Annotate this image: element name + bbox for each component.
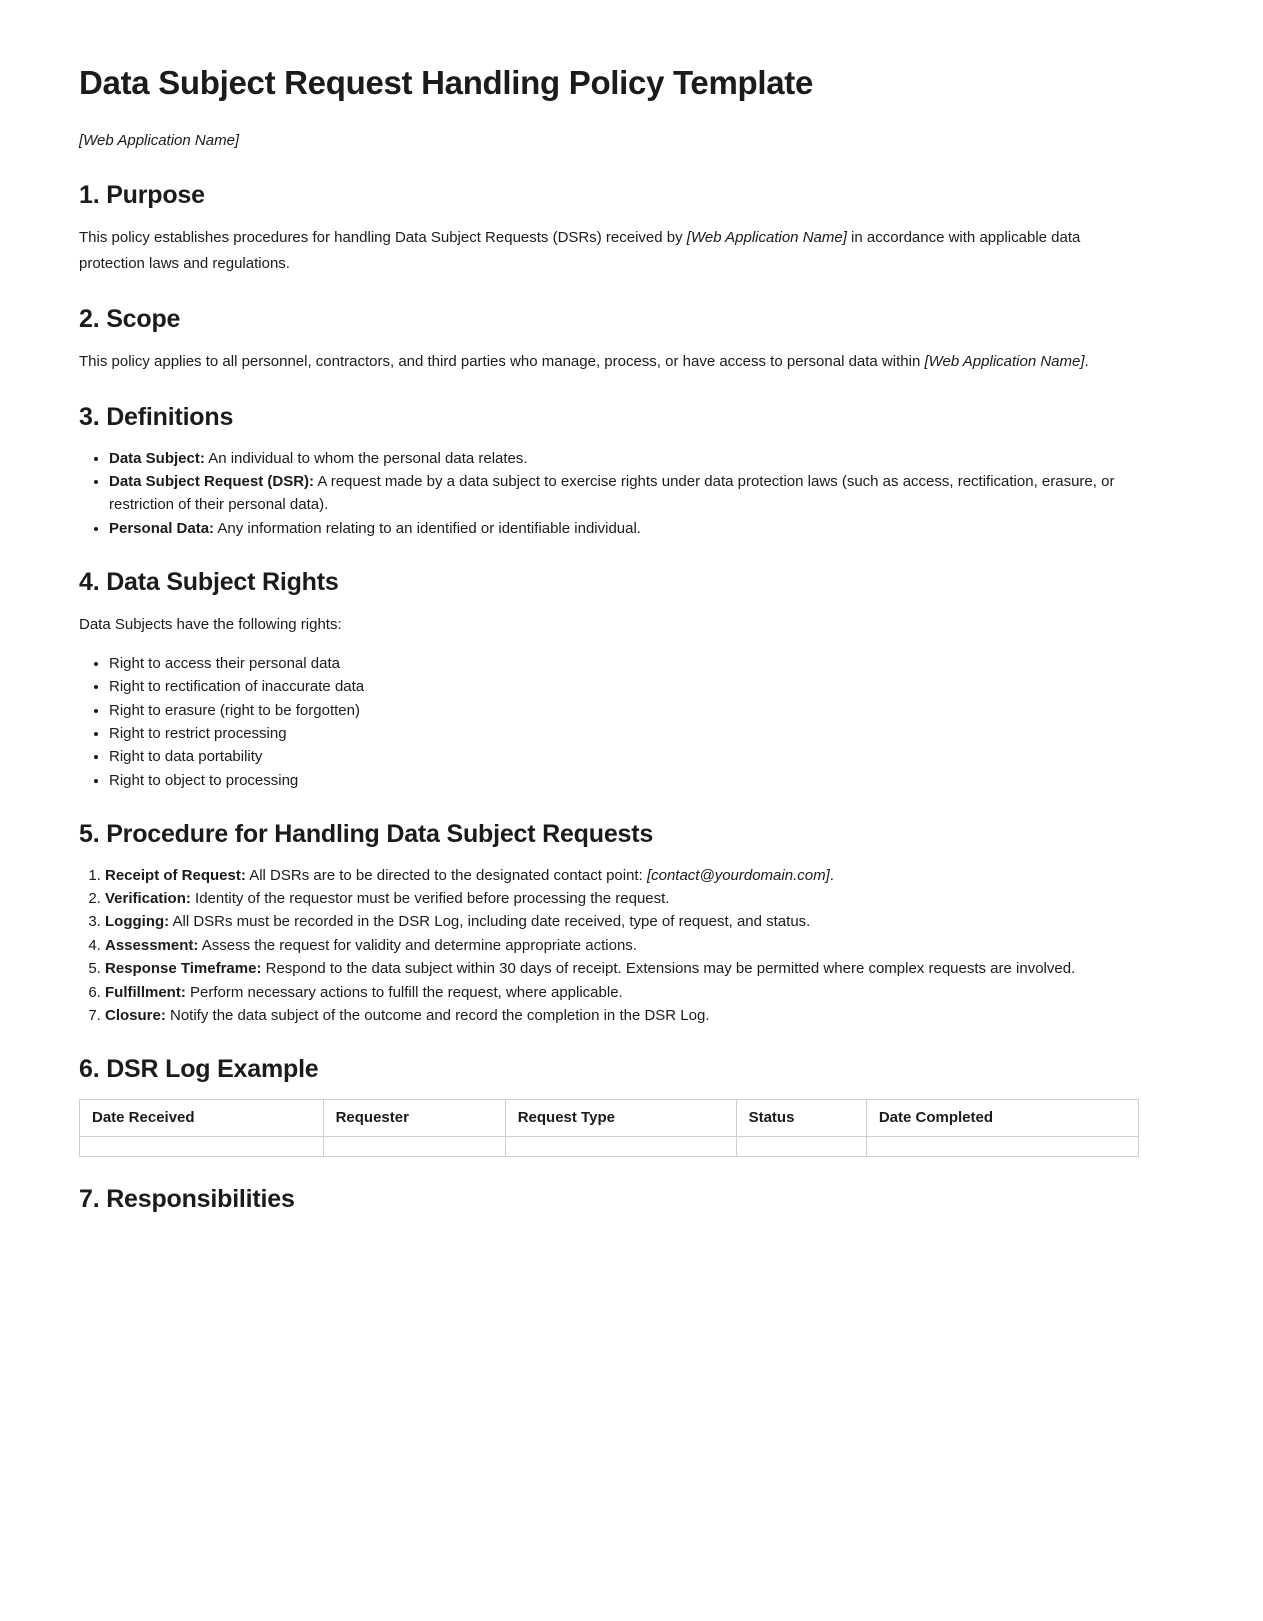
scope-paragraph (79, 349, 1139, 375)
text-run: An individual to whom the personal data relates. (204, 449, 528, 467)
table-row (80, 1137, 1139, 1157)
text-run: Data Subjects have the following rights: (79, 615, 342, 633)
page-title: Data Subject Request Handling Policy Template (79, 64, 814, 101)
table-header-cell: Request Type (505, 1099, 736, 1137)
bold-text-run: Fulfillment: (105, 983, 186, 1001)
text-run: Notify the data subject of the outcome and record the completion in the DSR Log. (165, 1007, 710, 1024)
text-run: All DSRs are to be directed to the designated contact point: (245, 866, 647, 884)
right-list-item: • Right to access their personal data (109, 652, 1139, 675)
table-body (80, 1137, 1139, 1157)
right-list-item: • Right to object to processing (109, 769, 1139, 792)
procedure-step-item (105, 887, 1139, 910)
text-run: Assess the request for validity and determine appropriate actions. (198, 936, 637, 954)
procedure-list (79, 864, 1139, 1028)
table-cell (505, 1137, 736, 1157)
procedure-step-item (105, 864, 1139, 887)
dsr-log-table (79, 1099, 1139, 1158)
bold-text-run: Data Subject Request (DSR): (109, 472, 315, 490)
procedure-step-item (105, 934, 1139, 957)
table-cell (736, 1137, 866, 1157)
text-run: This policy establishes procedures for handling Data Subject Requests (DSRs) received by (79, 228, 687, 246)
text-run: Respond to the data subject within 30 days of receipt. Extensions may be permitted where complex requests are involved. (261, 960, 1076, 978)
bold-text-run: Personal Data: (109, 519, 215, 537)
right-list-item: • Right to restrict processing (109, 722, 1139, 745)
section-procedure (79, 818, 1139, 1027)
right-list-item: • Right to erasure (right to be forgotten) (109, 699, 1139, 722)
table-header-cell: Requester (323, 1099, 505, 1137)
right-list-item: • Right to rectification of inaccurate data (109, 675, 1139, 698)
procedure-step-item (105, 981, 1139, 1004)
text-run: Any information relating to an identified or identifiable individual. (214, 519, 641, 537)
definition-list-item (109, 447, 1139, 470)
section-heading-data-subject-rights: 4. Data Subject Rights (79, 568, 339, 597)
italic-text-run: [Web Application Name] (686, 228, 847, 246)
definition-list-item (109, 517, 1139, 540)
procedure-step-item (105, 957, 1139, 980)
section-heading-purpose: 1. Purpose (79, 181, 205, 210)
text-run: Perform necessary actions to fulfill the request, where applicable. (185, 983, 623, 1001)
right-list-item: • Right to data portability (109, 745, 1139, 768)
section-responsibilities (79, 1183, 1139, 1216)
section-data-subject-rights (79, 566, 1139, 792)
table-header-row (80, 1099, 1139, 1137)
procedure-step-item (105, 1004, 1139, 1027)
rights-list (79, 652, 1139, 792)
bold-text-run: Assessment: (105, 936, 199, 954)
table-header-cell: Status (736, 1099, 866, 1137)
table-cell (323, 1137, 505, 1157)
section-heading-definitions: 3. Definitions (79, 403, 234, 431)
table-header-cell: Date Completed (866, 1099, 1138, 1137)
text-run: . (1084, 352, 1089, 370)
bold-text-run: Data Subject: (109, 449, 205, 467)
text-run: in accordance with applicable data protection laws and regulations. (79, 228, 1081, 272)
bold-text-run: Response Timeframe: (105, 960, 262, 978)
text-run: A request made by a data subject to exercise rights under data protection laws (such as access, rectification, erasure, or restriction of their personal data). (109, 472, 1115, 514)
italic-text-run: [contact@yourdomain.com] (646, 866, 830, 884)
section-scope (79, 303, 1139, 375)
procedure-step-item (105, 910, 1139, 933)
text-run: All DSRs must be recorded in the DSR Log, including date received, type of request, and status. (169, 913, 811, 931)
section-definitions (79, 401, 1139, 540)
bold-text-run: Logging: (105, 913, 170, 931)
section-heading-scope: 2. Scope (79, 305, 181, 334)
definition-list-item (109, 470, 1139, 517)
section-dsr-log-example (79, 1053, 1139, 1157)
rights-intro-paragraph (79, 612, 1139, 638)
purpose-paragraph (79, 225, 1139, 278)
section-heading-dsr-log-example: 6. DSR Log Example (79, 1055, 319, 1084)
bold-text-run: Closure: (105, 1007, 166, 1024)
section-heading-procedure: 5. Procedure for Handling Data Subject Requests (79, 820, 654, 849)
definitions-list (79, 447, 1139, 541)
page-subtitle: [Web Application Name] (79, 132, 240, 150)
table-cell (80, 1137, 324, 1157)
section-heading-responsibilities: 7. Responsibilities (79, 1185, 295, 1214)
text-run: Identity of the requestor must be verified before processing the request. (190, 890, 670, 908)
table-cell (866, 1137, 1138, 1157)
bold-text-run: Verification: (105, 890, 191, 908)
table-header (80, 1099, 1139, 1137)
section-purpose (79, 179, 1139, 277)
text-run: . (829, 866, 834, 884)
text-run: This policy applies to all personnel, contractors, and third parties who manage, process, or have access to personal data within (79, 352, 925, 370)
bold-text-run: Receipt of Request: (105, 866, 246, 884)
table-header-cell: Date Received (80, 1099, 324, 1137)
italic-text-run: [Web Application Name] (924, 352, 1085, 370)
